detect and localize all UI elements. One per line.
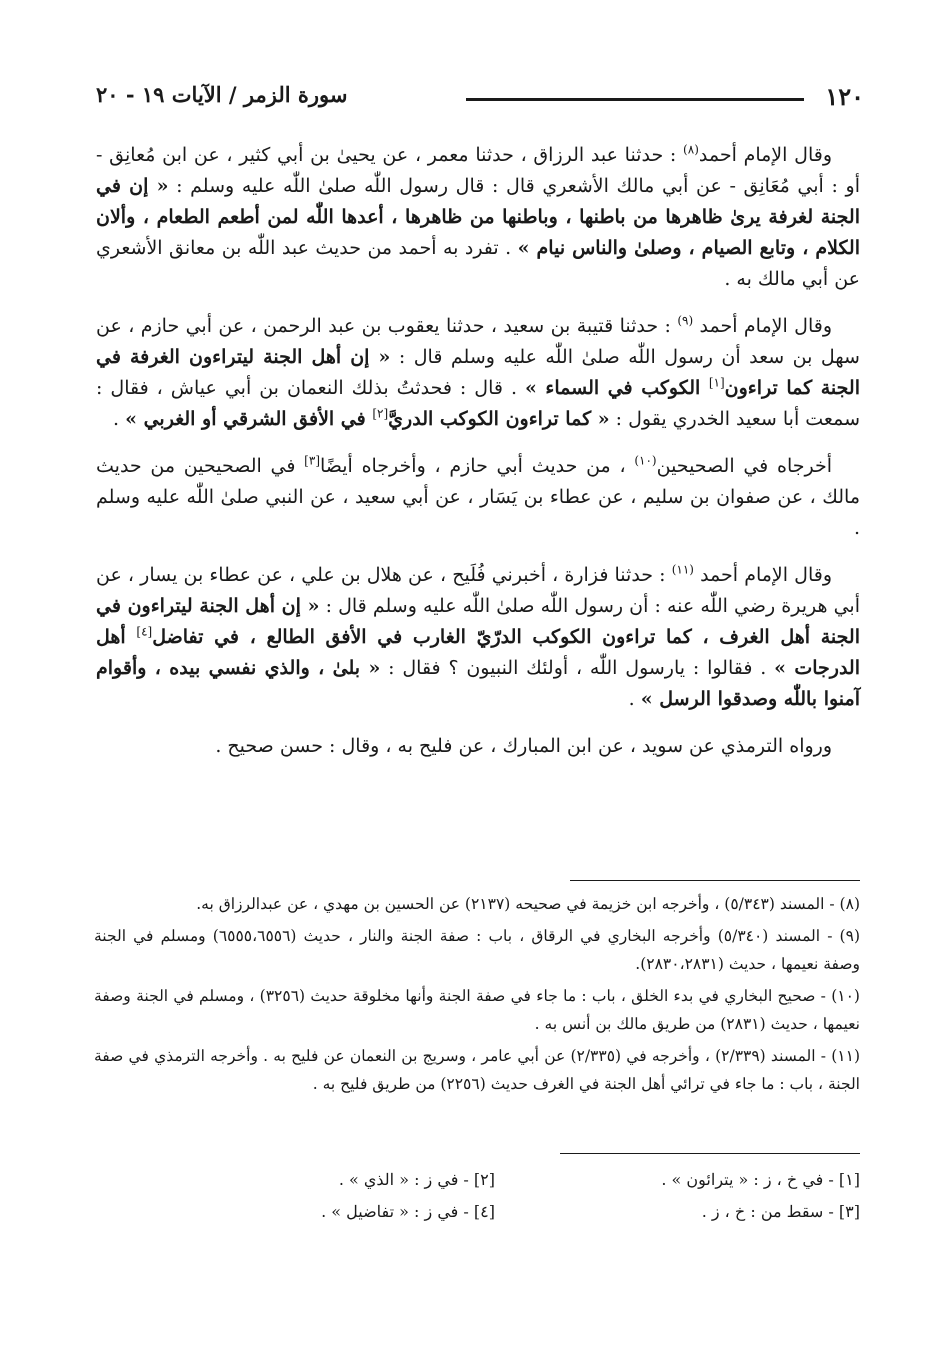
text-run: . تفرد به أحمد من حديث عبد اللّٰه بن معانق الأشعري عن أبي مالك به . xyxy=(96,237,860,290)
note-marker: [٢] xyxy=(372,406,389,421)
footnote: (٨) - المسند (٥/٣٤٣) ، وأخرجه ابن خزيمة في صحيحه (٢١٣٧) عن الحسين بن مهدي ، عن عبدالرزاق به. xyxy=(196,895,860,913)
footnote: (١٠) - صحيح البخاري في بدء الخلق ، باب : ما جاء في صفة الجنة وأنها مخلوقة حديث (٣٢٥٦) ، ومسلم في الجنة وصفة نعيمها ، حديث (٢٨٣١) من طريق مالك بن أنس به . xyxy=(94,987,860,1033)
text-run: أخرجاه في الصحيحين xyxy=(656,455,833,477)
footnotes xyxy=(94,890,860,1102)
textual-note: [٣] - سقط من : خ ، ز . xyxy=(701,1202,860,1221)
paragraph xyxy=(96,140,860,295)
hadith-quote: أهل الدرجات » xyxy=(96,626,860,679)
textual-note: [٢] - في ز : « الذي » . xyxy=(338,1170,495,1189)
textual-note: [١] - في خ ، ز : « يترائون » . xyxy=(661,1170,860,1189)
hadith-quote: « كما تراءون الكوكب الدريَّ xyxy=(388,408,610,430)
paragraph xyxy=(96,451,860,544)
paragraph xyxy=(96,311,860,435)
hadith-quote: « إن أهل الجنة ليتراءون في الجنة أهل الغرف ، كما تراءون الكوكب الدرّيّ الغارب في الأفق الطالع ، في تفاضل xyxy=(96,595,860,648)
footnote-marker: (٨) xyxy=(683,142,699,157)
hadith-quote: في الأفق الشرقي أو الغربي » xyxy=(125,408,373,430)
running-title: سورة الزمر / الآيات ١٩ - ٢٠ xyxy=(96,82,348,107)
text-run: . قال : فحدثتُ بذلك النعمان بن أبي عياش ، فقال : سمعت أبا سعيد الخدري يقول : xyxy=(96,377,860,430)
footnote-marker: (٩) xyxy=(677,313,694,328)
text-run: : حدثنا قتيبة بن سعيد ، حدثنا يعقوب بن عبد الرحمن ، عن أبي حازم ، عن سهل بن سعد أن رسول اللّٰه صلىٰ اللّٰه عليه وسلم قال : xyxy=(96,315,860,368)
hadith-quote: « إن في الجنة لغرفة يرىٰ ظاهرها من باطنها ، وباطنها من ظاهرها ، أعدها اللّٰه لمن أطعم الطعام ، وألان الكلام ، وتابع الصيام ، وصلىٰ والناس نيام » xyxy=(96,175,861,259)
footnote-divider xyxy=(570,880,860,881)
hadith-quote: الكوكب في السماء » xyxy=(525,377,709,399)
text-run: وقال الإمام أحمد xyxy=(693,315,833,337)
note-marker: [١] xyxy=(708,375,725,390)
text-run: . xyxy=(628,688,641,710)
note-marker: [٤] xyxy=(136,624,153,639)
hadith-quote: « بلىٰ ، والذي نفسي بيده ، وأقوام آمنوا باللّٰه وصدقوا الرسل » xyxy=(96,657,860,710)
footnote: (٩) - المسند (٥/٣٤٠) وأخرجه البخاري في الرقاق ، باب : صفة الجنة والنار ، حديث (٦٥٥٥،٦٥٥٦) ومسلم في الجنة وصفة نعيمها ، حديث (٢٨٣٠،٢٨٣١). xyxy=(94,927,860,973)
page-header xyxy=(96,82,864,122)
text-run: ، من حديث أبي حازم ، وأخرجاه أيضًا xyxy=(320,455,635,477)
footnote: (١١) - المسند (٢/٣٣٩) ، وأخرجه في (٢/٣٣٥) عن أبي عامر ، وسريج بن النعمان عن فليح به . وأخرجه الترمذي في صفة الجنة ، باب : ما جاء في ترائي أهل الجنة في الغرف حديث (٢٢٥٦) من طريق فليح به . xyxy=(94,1047,860,1093)
text-run: : حدثنا فزارة ، أخبرني فُلَيح ، عن هلال بن علي ، عن عطاء بن يسار ، عن أبي هريرة رضي اللّٰه عنه : أن رسول اللّٰه صلىٰ اللّٰه عليه وسلم قال : xyxy=(96,564,861,617)
textual-notes xyxy=(170,1164,860,1228)
header-rule xyxy=(466,98,804,101)
footnote-marker: (١٠) xyxy=(634,453,657,468)
textual-note: [٤] - في ز : « تفاضيل » . xyxy=(321,1202,495,1221)
page-number: ١٢٠ xyxy=(825,82,864,111)
paragraph xyxy=(96,731,860,762)
footnote-marker: (١١) xyxy=(671,562,694,577)
text-run: ورواه الترمذي عن سويد ، عن ابن المبارك ، عن فليح به ، وقال : حسن صحيح . xyxy=(215,735,832,757)
paragraph xyxy=(96,560,860,715)
text-run: : حدثنا عبد الرزاق ، حدثنا معمر ، عن يحيىٰ بن أبي كثير ، عن ابن مُعانِق - أو : أبي مُعَانِق - عن أبي مالك الأشعري قال : قال رسول اللّٰه صلىٰ اللّٰه عليه وسلم : xyxy=(96,144,860,197)
text-run: وقال الإمام أحمد xyxy=(693,564,833,586)
text-run: . xyxy=(113,408,126,430)
text-run: وقال الإمام أحمد xyxy=(698,144,832,166)
hadith-quote: « إن أهل الجنة ليتراءون الغرفة في الجنة كما تراءون xyxy=(96,346,860,399)
main-text xyxy=(96,140,860,778)
notes-divider xyxy=(560,1153,860,1154)
note-marker: [٣] xyxy=(304,453,320,468)
text-run: . فقالوا : يارسول اللّٰه ، أولئك النبيون ؟ فقال : xyxy=(380,657,775,679)
text-run: في الصحيحين من حديث مالك ، عن صفوان بن سليم ، عن عطاء بن يَسَار ، عن أبي سعيد ، عن النبي صلىٰ اللّٰه عليه وسلم . xyxy=(96,455,860,539)
